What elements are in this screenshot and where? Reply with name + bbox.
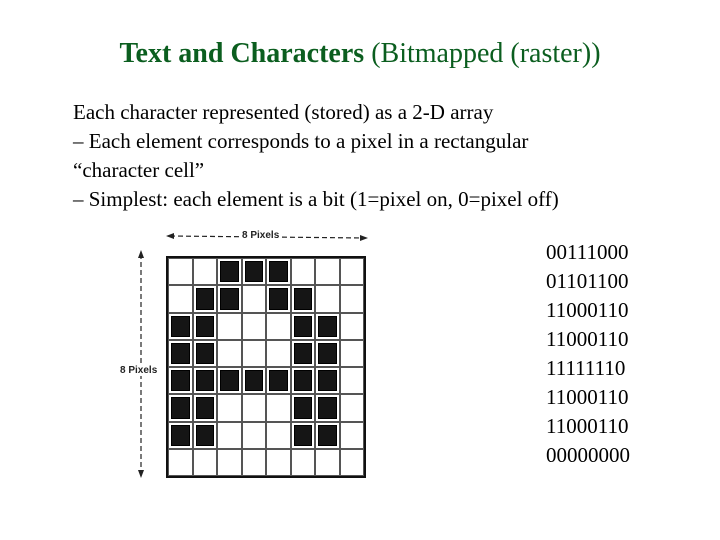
binary-row: 11111110 — [546, 356, 626, 380]
pixel-off — [266, 313, 291, 340]
pixel-on — [217, 367, 242, 394]
binary-row: 00111000 — [546, 240, 629, 264]
pixel-grid — [166, 256, 366, 478]
pixel-on — [242, 367, 267, 394]
pixel-off — [266, 394, 291, 421]
pixel-off — [340, 285, 365, 312]
height-arrow-bottom-head — [138, 470, 144, 478]
pixel-on — [217, 258, 242, 285]
pixel-off — [315, 285, 340, 312]
pixel-off — [168, 449, 193, 476]
pixel-on — [168, 422, 193, 449]
height-label: 8 Pixels — [120, 365, 158, 376]
pixel-off — [217, 449, 242, 476]
pixel-off — [242, 285, 267, 312]
pixel-off — [340, 340, 365, 367]
pixel-on — [193, 394, 218, 421]
pixel-off — [340, 313, 365, 340]
pixel-off — [315, 258, 340, 285]
pixel-off — [193, 258, 218, 285]
pixel-off — [217, 394, 242, 421]
binary-row: 11000110 — [546, 298, 629, 322]
pixel-on — [266, 367, 291, 394]
pixel-off — [168, 258, 193, 285]
body-line: “character cell” — [73, 158, 205, 182]
pixel-on — [193, 367, 218, 394]
pixel-on — [315, 422, 340, 449]
pixel-on — [168, 367, 193, 394]
pixel-off — [242, 422, 267, 449]
width-label: 8 Pixels — [242, 230, 280, 241]
pixel-on — [266, 258, 291, 285]
bitmap-figure — [108, 226, 384, 480]
pixel-off — [266, 340, 291, 367]
binary-row: 01101100 — [546, 269, 629, 293]
pixel-off — [291, 258, 316, 285]
pixel-off — [242, 449, 267, 476]
title-main: Text and Characters — [119, 38, 365, 69]
binary-row: 11000110 — [546, 385, 629, 409]
pixel-on — [291, 394, 316, 421]
height-arrow-top-head — [138, 250, 144, 258]
pixel-on — [315, 340, 340, 367]
pixel-off — [242, 313, 267, 340]
pixel-on — [315, 367, 340, 394]
body-text — [73, 98, 703, 214]
pixel-off — [217, 422, 242, 449]
pixel-off — [340, 258, 365, 285]
body-line: – Simplest: each element is a bit (1=pixel on, 0=pixel off) — [73, 187, 559, 211]
pixel-on — [193, 285, 218, 312]
pixel-on — [242, 258, 267, 285]
body-line: – Each element corresponds to a pixel in a rectangular — [73, 129, 529, 153]
pixel-on — [291, 313, 316, 340]
pixel-on — [168, 340, 193, 367]
pixel-on — [168, 313, 193, 340]
pixel-on — [315, 313, 340, 340]
binary-row: 11000110 — [546, 327, 629, 351]
pixel-on — [217, 285, 242, 312]
pixel-off — [315, 449, 340, 476]
pixel-off — [168, 285, 193, 312]
pixel-off — [340, 449, 365, 476]
pixel-on — [266, 285, 291, 312]
width-arrow-left-head — [166, 233, 174, 239]
pixel-off — [291, 449, 316, 476]
pixel-off — [242, 394, 267, 421]
binary-array — [546, 238, 630, 470]
pixel-on — [291, 422, 316, 449]
pixel-on — [193, 340, 218, 367]
pixel-off — [340, 367, 365, 394]
pixel-off — [340, 422, 365, 449]
pixel-on — [168, 394, 193, 421]
pixel-off — [217, 340, 242, 367]
width-arrow-right-head — [360, 235, 368, 241]
pixel-off — [266, 449, 291, 476]
title-sub: (Bitmapped (raster)) — [371, 38, 601, 69]
pixel-off — [242, 340, 267, 367]
pixel-off — [266, 422, 291, 449]
binary-row: 00000000 — [546, 443, 630, 467]
pixel-on — [193, 313, 218, 340]
pixel-on — [291, 285, 316, 312]
pixel-off — [217, 313, 242, 340]
binary-row: 11000110 — [546, 414, 629, 438]
slide-title — [0, 38, 720, 70]
pixel-off — [193, 449, 218, 476]
pixel-on — [193, 422, 218, 449]
body-line: Each character represented (stored) as a 2-D array — [73, 100, 494, 124]
pixel-on — [291, 367, 316, 394]
pixel-on — [315, 394, 340, 421]
pixel-off — [340, 394, 365, 421]
pixel-on — [291, 340, 316, 367]
